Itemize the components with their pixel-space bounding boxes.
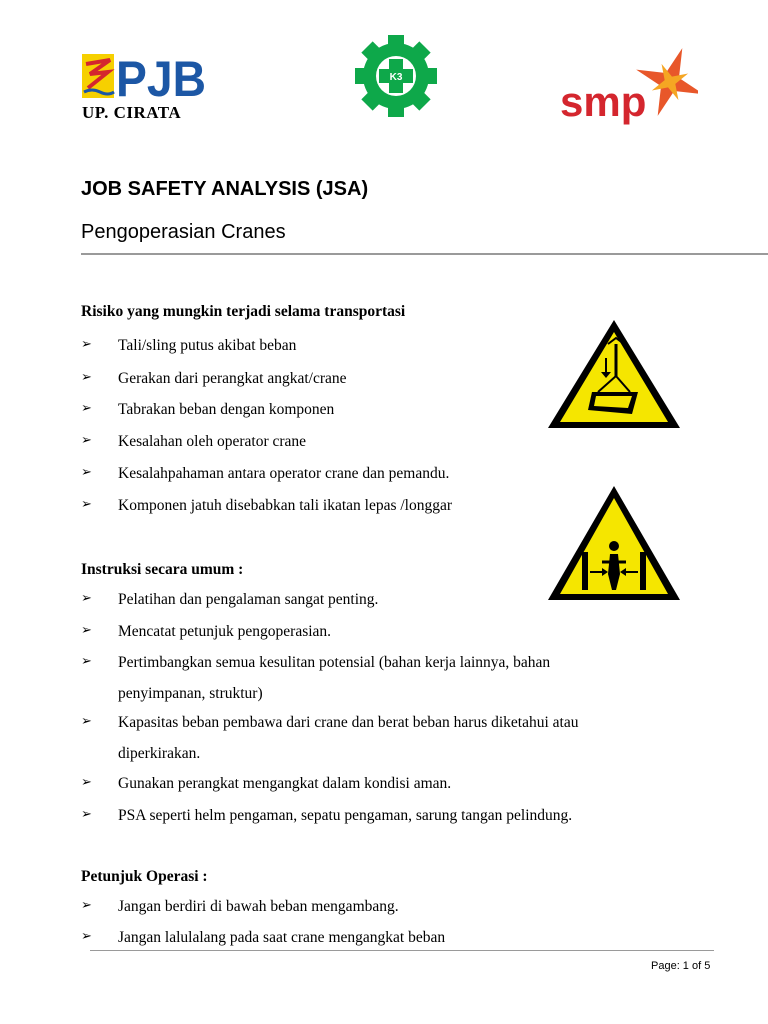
- list-item-text: PSA seperti helm pengaman, sepatu pengaman, sarung tangan pelindung.: [118, 807, 573, 824]
- arrow-bullet-icon: ➢: [81, 807, 92, 822]
- arrow-bullet-icon: ➢: [81, 497, 92, 512]
- operation-heading: Petunjuk Operasi :: [81, 868, 208, 885]
- list-item-text: Kapasitas beban pembawa dari crane dan berat beban harus diketahui atau: [118, 714, 579, 731]
- list-item-text: Jangan berdiri di bawah beban mengambang.: [118, 898, 399, 915]
- list-item-text: Pertimbangkan semua kesulitan potensial (bahan kerja lainnya, bahan: [118, 654, 551, 671]
- smp-logo: [558, 40, 698, 126]
- list-item-text: Gerakan dari perangkat angkat/crane: [118, 370, 347, 387]
- list-item-text: Tabrakan beban dengan komponen: [118, 401, 335, 418]
- header-divider: [81, 253, 768, 255]
- list-item-text: Gunakan perangkat mengangkat dalam kondisi aman.: [118, 775, 452, 792]
- pjb-logo-text: PJB: [116, 51, 206, 107]
- smp-logo-text: smp: [560, 78, 647, 125]
- list-item-text: Komponen jatuh disebabkan tali ikatan lepas /longgar: [118, 497, 453, 514]
- list-item-text: Tali/sling putus akibat beban: [118, 337, 297, 354]
- crushing-hazard-warning-icon: [546, 484, 682, 602]
- arrow-bullet-icon: ➢: [81, 929, 92, 944]
- suspended-load-warning-icon: [546, 318, 682, 430]
- k3-logo: [345, 35, 447, 117]
- document-subtitle: Pengoperasian Cranes: [81, 221, 286, 243]
- arrow-bullet-icon: ➢: [81, 433, 92, 448]
- pjb-unit-label: UP. CIRATA: [82, 103, 182, 122]
- arrow-bullet-icon: ➢: [81, 370, 92, 385]
- footer-divider: [90, 950, 714, 951]
- arrow-bullet-icon: ➢: [81, 714, 92, 729]
- risk-heading: Risiko yang mungkin terjadi selama transportasi: [81, 303, 406, 320]
- arrow-bullet-icon: ➢: [81, 654, 92, 669]
- k3-logo-text: K3: [389, 72, 403, 83]
- arrow-bullet-icon: ➢: [81, 623, 92, 638]
- arrow-bullet-icon: ➢: [81, 337, 92, 352]
- arrow-bullet-icon: ➢: [81, 401, 92, 416]
- list-item-text: Pelatihan dan pengalaman sangat penting.: [118, 591, 379, 608]
- list-item-continuation: penyimpanan, struktur): [118, 685, 263, 702]
- list-item-text: Kesalahpahaman antara operator crane dan pemandu.: [118, 465, 450, 482]
- arrow-bullet-icon: ➢: [81, 465, 92, 480]
- list-item-text: Kesalahan oleh operator crane: [118, 433, 307, 450]
- arrow-bullet-icon: ➢: [81, 591, 92, 606]
- arrow-bullet-icon: ➢: [81, 775, 92, 790]
- list-item-continuation: diperkirakan.: [118, 745, 201, 762]
- page-number: Page: 1 of 5: [651, 960, 711, 972]
- list-item-text: Mencatat petunjuk pengoperasian.: [118, 623, 332, 640]
- document-title: JOB SAFETY ANALYSIS (JSA): [81, 178, 369, 200]
- list-item-text: Jangan lalulalang pada saat crane mengangkat beban: [118, 929, 446, 946]
- instructions-heading: Instruksi secara umum :: [81, 561, 244, 578]
- arrow-bullet-icon: ➢: [81, 898, 92, 913]
